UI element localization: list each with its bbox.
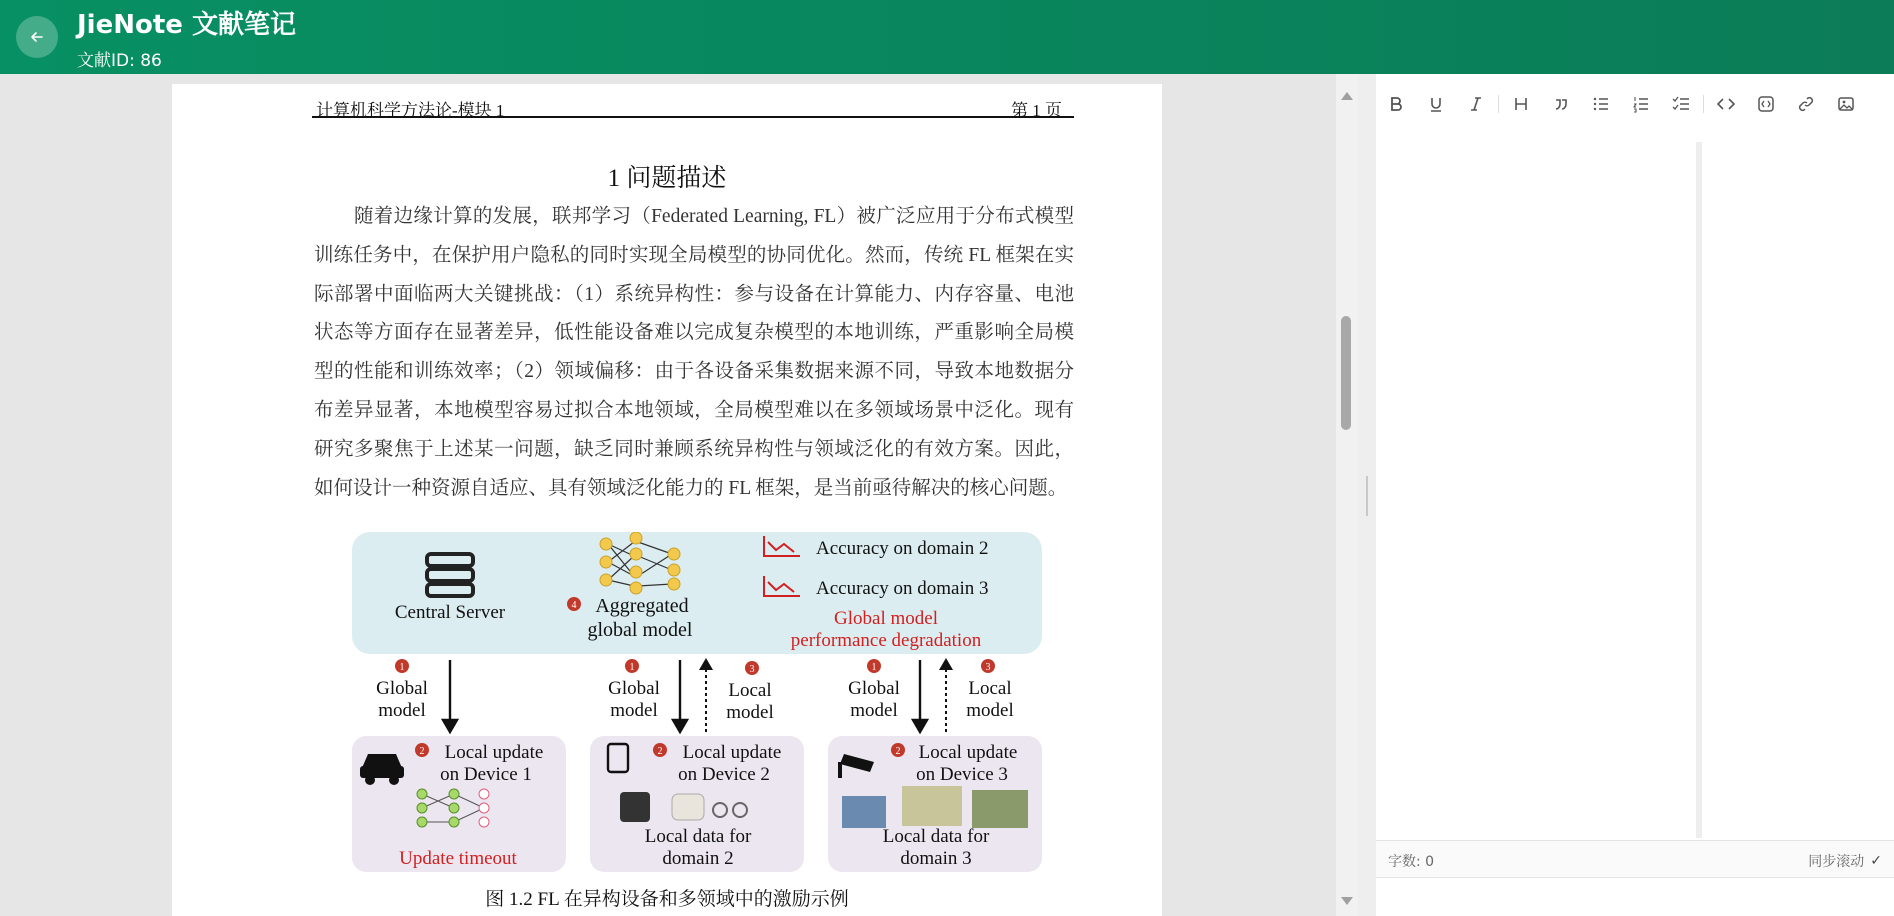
- server-label: Central Server: [394, 602, 506, 623]
- bold-button[interactable]: [1376, 86, 1416, 122]
- bullet-list-icon: [1592, 95, 1610, 113]
- markdown-input[interactable]: [1376, 142, 1894, 838]
- pdf-viewer[interactable]: [0, 74, 1358, 916]
- agg-label-1: Aggregated: [595, 595, 689, 617]
- local-label-3a: Local: [968, 678, 1012, 699]
- agg-label-2: global model: [587, 619, 693, 641]
- code-block-icon: [1757, 95, 1775, 113]
- data-3-label-b: domain 3: [900, 848, 972, 869]
- global-label-3b: model: [850, 700, 898, 721]
- data-2-label-b: domain 2: [662, 848, 734, 869]
- splitter-grip[interactable]: [1366, 476, 1368, 516]
- bold-icon: [1387, 95, 1405, 113]
- step-1b: 1: [629, 662, 635, 673]
- sync-scroll-label: 同步滚动: [1808, 854, 1865, 870]
- document-id: 文献ID: 86: [77, 51, 162, 71]
- code-icon: [1717, 95, 1735, 113]
- device-3-label-a: Local update: [918, 742, 1018, 763]
- global-label-1b: model: [378, 700, 426, 721]
- scroll-down-arrow[interactable]: [1341, 897, 1353, 905]
- pane-splitter[interactable]: [1358, 74, 1376, 916]
- underline-icon: [1427, 95, 1445, 113]
- task-list-icon: [1672, 95, 1690, 113]
- word-count: 字数: 0: [1388, 854, 1435, 870]
- code-button[interactable]: [1706, 86, 1746, 122]
- sync-scroll-toggle[interactable]: [1808, 851, 1882, 871]
- status-bar: [1376, 840, 1894, 878]
- global-label-2a: Global: [608, 678, 660, 699]
- global-label-3a: Global: [848, 678, 900, 699]
- image-button[interactable]: [1826, 86, 1866, 122]
- degrade-label-2: performance degradation: [790, 630, 982, 651]
- ordered-list-button[interactable]: [1621, 86, 1661, 122]
- section-title: 1 问题描述: [607, 165, 727, 192]
- underline-button[interactable]: [1416, 86, 1456, 122]
- step-2a: 2: [419, 746, 425, 757]
- update-timeout-label: Update timeout: [399, 848, 517, 869]
- local-label-3b: model: [966, 700, 1014, 721]
- local-label-2b: model: [726, 702, 774, 723]
- quote-button[interactable]: [1541, 86, 1581, 122]
- back-button[interactable]: [16, 16, 58, 58]
- editor-divider: [1696, 142, 1702, 838]
- heading-button[interactable]: [1501, 86, 1541, 122]
- figure-caption: 图 1.2 FL 在异构设备和多领域中的激励示例: [485, 889, 849, 910]
- image-icon: [1837, 95, 1855, 113]
- italic-icon: [1467, 95, 1485, 113]
- step-3a: 3: [749, 664, 755, 675]
- task-list-button[interactable]: [1661, 86, 1701, 122]
- pdf-page: [172, 84, 1162, 916]
- running-header: [312, 94, 1074, 118]
- step-2c: 2: [895, 746, 901, 757]
- step-1c: 1: [871, 662, 877, 673]
- running-head-left: 计算机科学方法论-模块 1: [316, 101, 505, 120]
- degrade-label-1: Global model: [834, 608, 938, 629]
- page-number: 第 1 页: [1011, 101, 1062, 120]
- step-badges: [395, 659, 995, 675]
- device-1-label-a: Local update: [444, 742, 544, 763]
- scroll-up-arrow[interactable]: [1341, 92, 1353, 100]
- app-header: [0, 0, 1894, 74]
- figure-fl-diagram: [172, 532, 1162, 872]
- italic-button[interactable]: [1456, 86, 1496, 122]
- link-icon: [1797, 95, 1815, 113]
- accuracy-domain-2: Accuracy on domain 2: [816, 538, 989, 559]
- toolbar-divider: [1703, 95, 1704, 113]
- local-label-2a: Local: [728, 680, 772, 701]
- app-title: JieNote 文献笔记: [77, 10, 296, 40]
- step-1a: 1: [399, 662, 405, 673]
- scrollbar-thumb[interactable]: [1341, 316, 1351, 430]
- toolbar-divider: [1498, 95, 1499, 113]
- accuracy-domain-3: Accuracy on domain 3: [816, 578, 989, 599]
- step-3b: 3: [985, 662, 991, 673]
- bullet-list-button[interactable]: [1581, 86, 1621, 122]
- code-block-button[interactable]: [1746, 86, 1786, 122]
- data-3-label-a: Local data for: [882, 826, 990, 847]
- heading-icon: [1512, 95, 1530, 113]
- global-label-2b: model: [610, 700, 658, 721]
- quote-icon: [1552, 95, 1570, 113]
- check-icon[interactable]: ✓: [1870, 853, 1882, 869]
- body-paragraph: 随着边缘计算的发展，联邦学习（Federated Learning, FL）被广泛应用于分布式模型训练任务中，在保护用户隐私的同时实现全局模型的协同优化。然而，传统 FL 框架在实际部署中面临两大关键挑战：（1）系统异构性：参与设备在计算能力、内存容量、电池状态等方面存在显著差异，低性能设备难以完成复杂模型的本地训练，严重影响全局模型的性能和训练效率；（2）领域偏移：由于各设备采集数据来源不同，导致本地数据分布差异显著，本地模型容易过拟合本地领域，全局模型难以在多领域场景中泛化。现有研究多聚焦于上述某一问题，缺乏同时兼顾系统异构性与领域泛化的有效方案。因此，如何设计一种资源自适应、具有领域泛化能力的 FL 框架，是当前亟待解决的核心问题。: [314, 206, 1074, 499]
- device-3-label-b: on Device 3: [916, 764, 1008, 785]
- device-2-label-b: on Device 2: [678, 764, 770, 785]
- device-1-label-b: on Device 1: [440, 764, 532, 785]
- arrow-left-icon: [29, 29, 45, 45]
- ordered-list-icon: [1632, 95, 1650, 113]
- pdf-scrollbar[interactable]: [1336, 74, 1358, 916]
- editor-toolbar: [1376, 74, 1894, 134]
- step-4: 4: [571, 600, 577, 611]
- note-editor: [1376, 74, 1894, 916]
- device-2-label-a: Local update: [682, 742, 782, 763]
- global-label-1a: Global: [376, 678, 428, 699]
- link-button[interactable]: [1786, 86, 1826, 122]
- step-2b: 2: [657, 746, 663, 757]
- data-2-label-a: Local data for: [644, 826, 752, 847]
